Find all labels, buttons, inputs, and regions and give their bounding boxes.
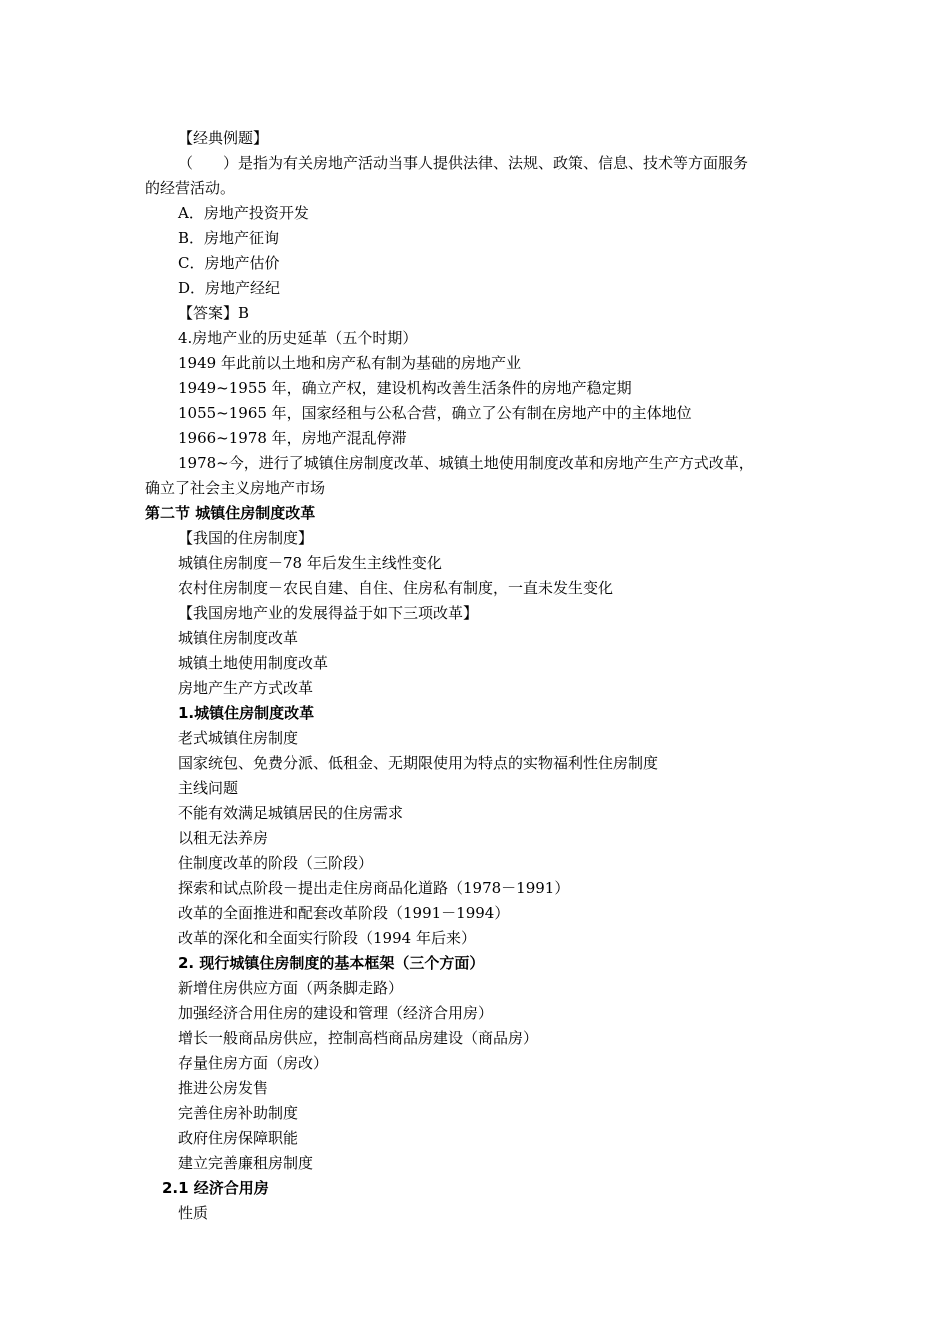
paragraph: 城镇住房制度－78 年后发生主线性变化 [178, 554, 442, 572]
answer: 【答案】B [178, 304, 250, 322]
paragraph: 性质 [178, 1204, 209, 1222]
history-item: 1978~今，进行了城镇住房制度改革、城镇土地使用制度改革和房地产生产方式改革， [178, 454, 754, 472]
subheading: 【我国房地产业的发展得益于如下三项改革】 [178, 604, 479, 622]
paragraph: 不能有效满足城镇居民的住房需求 [178, 804, 404, 822]
question-text: （ ）是指为有关房地产活动当事人提供法律、法规、政策、信息、技术等方面服务 [178, 154, 749, 172]
paragraph: 增长一般商品房供应，控制高档商品房建设（商品房） [178, 1029, 539, 1047]
paragraph: 加强经济合用住房的建设和管理（经济合用房） [178, 1004, 494, 1022]
history-item: 1966~1978 年，房地产混乱停滞 [178, 429, 407, 447]
paragraph: 国家统包、免费分派、低租金、无期限使用为特点的实物福利性住房制度 [178, 754, 659, 772]
paragraph: 推进公房发售 [178, 1079, 269, 1097]
numbered-heading: 1.城镇住房制度改革 [178, 704, 315, 722]
paragraph: 城镇住房制度改革 [178, 629, 299, 647]
paragraph: 政府住房保障职能 [178, 1129, 299, 1147]
question-text-cont: 的经营活动。 [145, 179, 236, 197]
paragraph: 存量住房方面（房改） [178, 1054, 329, 1072]
history-item: 1949 年此前以土地和房产私有制为基础的房地产业 [178, 354, 521, 372]
paragraph: 老式城镇住房制度 [178, 729, 299, 747]
paragraph: 建立完善廉租房制度 [178, 1154, 314, 1172]
paragraph: 完善住房补助制度 [178, 1104, 299, 1122]
paragraph: 主线问题 [178, 779, 239, 797]
paragraph: 改革的全面推进和配套改革阶段（1991－1994） [178, 904, 510, 922]
paragraph: 住制度改革的阶段（三阶段） [178, 854, 374, 872]
paragraph: 改革的深化和全面实行阶段（1994 年后来） [178, 929, 476, 947]
option-d: D．房地产经纪 [178, 279, 281, 297]
option-c: C．房地产估价 [178, 254, 280, 272]
paragraph: 新增住房供应方面（两条脚走路） [178, 979, 404, 997]
history-heading: 4.房地产业的历史延革（五个时期） [178, 329, 418, 347]
example-heading: 【经典例题】 [178, 129, 269, 147]
paragraph: 以租无法养房 [178, 829, 269, 847]
paragraph: 农村住房制度－农民自建、自住、住房私有制度，一直未发生变化 [178, 579, 614, 597]
history-item: 1949~1955 年，确立产权，建设机构改善生活条件的房地产稳定期 [178, 379, 632, 397]
history-item-cont: 确立了社会主义房地产市场 [145, 479, 326, 497]
paragraph: 城镇土地使用制度改革 [178, 654, 329, 672]
option-b: B．房地产征询 [178, 229, 280, 247]
paragraph: 房地产生产方式改革 [178, 679, 314, 697]
section-heading: 第二节 城镇住房制度改革 [145, 504, 316, 522]
numbered-subheading: 2.1 经济合用房 [162, 1179, 269, 1197]
option-a: A．房地产投资开发 [178, 204, 309, 222]
paragraph: 探索和试点阶段－提出走住房商品化道路（1978－1991） [178, 879, 570, 897]
numbered-heading: 2. 现行城镇住房制度的基本框架（三个方面） [178, 954, 485, 972]
subheading: 【我国的住房制度】 [178, 529, 314, 547]
history-item: 1055~1965 年，国家经租与公私合营，确立了公有制在房地产中的主体地位 [178, 404, 692, 422]
